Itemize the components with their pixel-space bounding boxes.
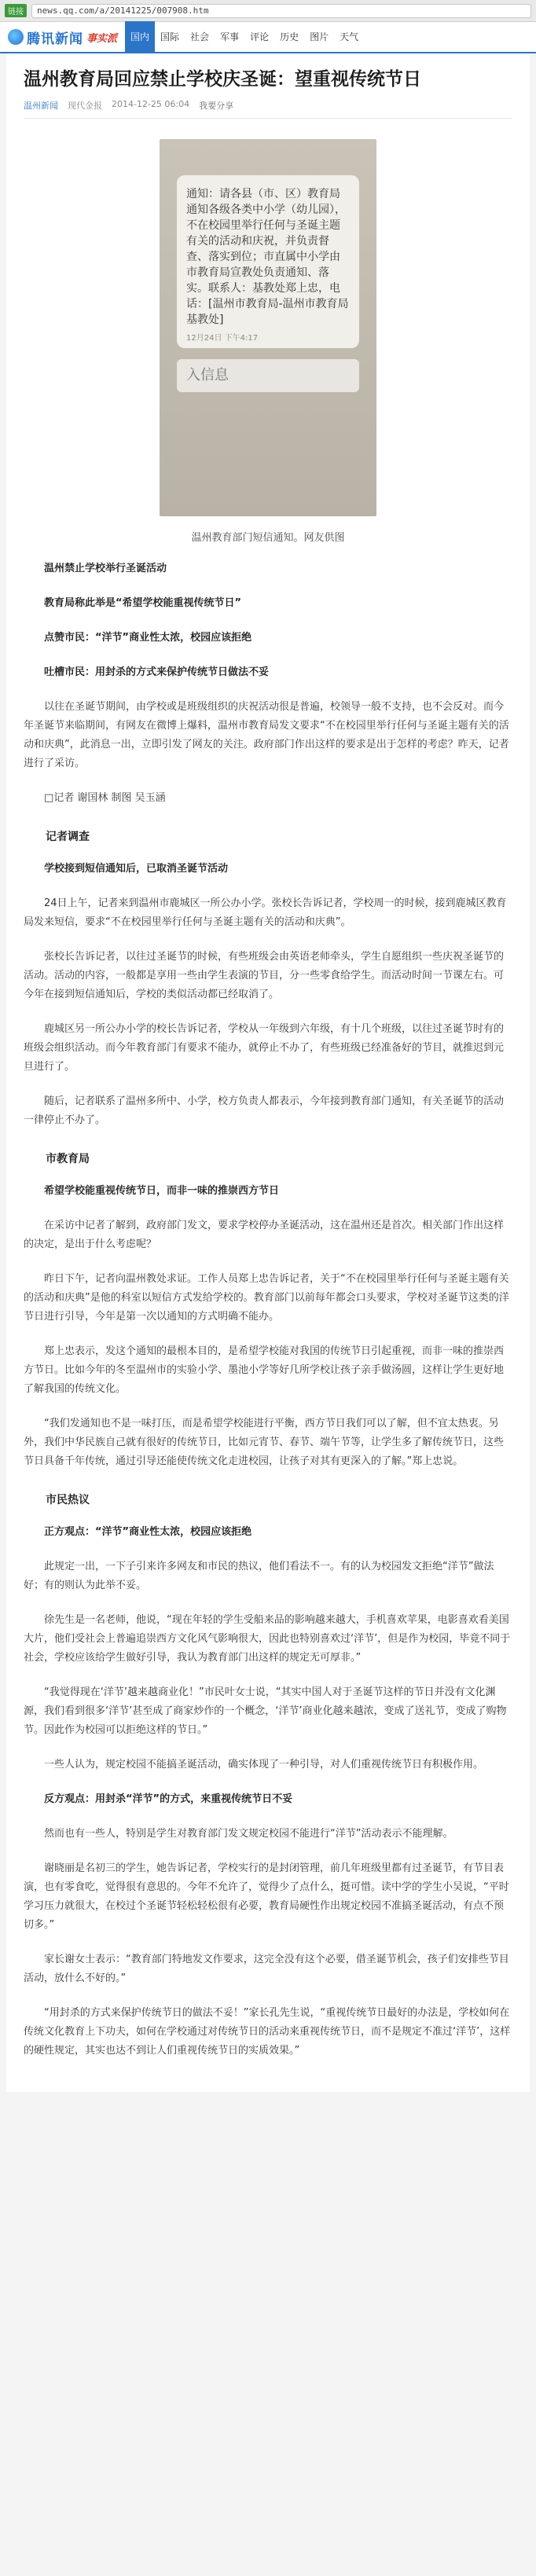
nav-item-domestic[interactable]: 国内 [125,21,155,53]
subheading: 吐槽市民：用封杀的方式来保护传统节日做法不妥 [44,666,270,678]
site-header [0,22,536,53]
paragraph: 然而也有一些人，特别是学生对教育部门发文规定校园不能进行“洋节”活动表示不能理解。 [44,1828,453,1840]
nav-item-society[interactable]: 社会 [190,31,210,42]
logo-subbrand: 事实派 [86,32,118,45]
nav-item-comment[interactable]: 评论 [250,31,270,42]
paragraph: 郑上忠表示，发这个通知的最根本目的，是希望学校能对我国的传统节日引起重视，而非一味的推崇西方节日。比如今年的冬至温州市的实验小学、墨池小学等好几所学校让孩子亲手做汤圆，这样让学生更好地了解我国的传统文化。 [24,1345,505,1395]
paragraph: 谢晓丽是名初三的学生，她告诉记者，学校实行的是封闭管理，前几年班级里都有过圣诞节，有节目表演，也有零食吃，觉得很有意思的。今年不允许了，觉得少了点什么，挺可惜。读中学的学生小吴说，“平时学习压力就很大，在校过个圣诞节轻松轻松很有必要，教育局硬性作出规定校园不准搞圣诞活动，有点不预切多。” [24,1862,509,1931]
paragraph: 一些人认为，规定校园不能搞圣诞活动，确实体现了一种引导，对人们重视传统节日有积极作用。 [44,1759,484,1771]
phone-photo [160,139,376,516]
paragraph: “用封杀的方式来保护传统节日的做法不妥！”家长孔先生说，“重视传统节日最好的办法是，学校如何在传统文化教育上下功夫，如何在学校通过对传统节日的活动来重视传统节日，而不是规定不准过‘洋节’，这样的硬性规定，其实也达不到让人们重视传统节日的实质效果。” [24,2007,511,2057]
channel-link[interactable]: 温州新闻 [24,101,58,111]
photo-caption: 温州教育部门短信通知。网友供图 [191,532,345,544]
section-heading: 市教育局 [46,1153,90,1165]
paragraph: 以往在圣诞节期间，由学校或是班级组织的庆祝活动很是普遍，校领导一般不支持，也不会反对。而今年圣诞节来临期间，有网友在微博上爆料，温州市教育局发文要求“不在校园里举行任何与圣诞主题有关的活动和庆典”，此消息一出，立即引发了网友的关注。政府部门作出这样的要求是出于怎样的考虑？昨天，记者进行了采访。 [24,701,509,769]
subheading: 点赞市民：“洋节”商业性太浓，校园应该拒绝 [44,632,252,644]
subheading: 教育局称此举是“希望学校能重视传统节日” [44,597,242,609]
paragraph: 张校长告诉记者，以往过圣诞节的时候，有些班级会由英语老师牵头，学生自愿组织一些庆祝圣诞节的活动。活动的内容，一般都是享用一些由学生表演的节目，分一些零食给学生。而活动时间一节课左右。可今年在接到短信通知后，学校的类似活动都已经取消了。 [24,951,505,1000]
article-meta [24,99,512,119]
article-body [24,560,512,2060]
paragraph: 随后，记者联系了温州多所中、小学，校方负责人都表示，今年接到教育部门通知，有关圣诞节的活动一律停止不办了。 [24,1095,505,1126]
paragraph: 徐先生是一名老师，他说，“现在年轻的学生受船来品的影响越来越大，手机喜欢苹果，电影喜欢看美国大片，他们受社会上普遍追崇西方文化风气影响很大，因此也特别喜欢过‘洋节’，但是作为校园，毕竟不同于社会，学校应该给学生做好引导，我认为教育部门出这样的规定无可厚非。” [24,1614,511,1664]
paragraph: “我们发通知也不是一味打压，而是希望学校能进行平衡，西方节日我们可以了解，但不宜太热衷。另外，我们中华民族自己就有很好的传统节日，比如元宵节、春节、端午节等，让学生多了解传统节日，这些节日具备千年传统，通过引导还能使传统文化走进校园，让孩子对其有更深入的了解。”郑上忠说。 [24,1418,505,1467]
subheading: 反方观点：用封杀“洋节”的方式，来重视传统节日不妥 [44,1793,293,1805]
nav-item-military[interactable]: 军事 [220,31,240,42]
browser-toolbar [0,0,536,22]
sms-text: 通知：请各县（市、区）教育局通知各级各类中小学（幼儿园），不在校园里举行任何与圣诞主题有关的活动和庆祝，并负责督查、落实到位；市直属中小学由市教育局宣教处负责通知、落实。联系人：基教处郑上忠，电话：[温州市教育局-温州市教育局基教处] [186,188,349,326]
address-bar[interactable]: news.qq.com/a/20141225/007908.htm [31,4,531,18]
paragraph: 此规定一出，一下子引来许多网友和市民的热议，他们看法不一。有的认为校园发文拒绝“洋节”做法好；有的则认为此举不妥。 [24,1561,494,1591]
nav-item-international[interactable]: 国际 [160,31,180,42]
subheading: 希望学校能重视传统节日，而非一味的推崇西方节日 [44,1185,280,1197]
article-title: 温州教育局回应禁止学校庆圣诞：望重视传统节日 [24,69,421,90]
paragraph: 在采访中记者了解到，政府部门发文，要求学校停办圣诞活动，这在温州还是首次。相关部门作出这样的决定，是出于什么考虑呢？ [24,1220,505,1250]
logo-text: 腾讯新闻 [27,31,83,47]
main-nav [125,22,364,52]
site-logo[interactable] [8,28,117,47]
paragraph: 24日上午，记者来到温州市鹿城区一所公办小学。张校长告诉记者，学校周一的时候，接到鹿城区教育局发来短信，要求“不在校园里举行任何与圣诞主题有关的活动和庆典”。 [24,897,507,928]
subheading: 正方观点：“洋节”商业性太浓，校园应该拒绝 [44,1526,252,1538]
paragraph: “我觉得现在‘洋节’越来越商业化！”市民叶女士说，“其实中国人对于圣诞节这样的节日并没有文化渊源，我们看到很多‘洋节’甚至成了商家炒作的一个概念，‘洋节’商业化越来越浓，变成了送礼节，变成了购物节。因此作为校园可以拒绝这样的节日。” [24,1686,507,1736]
nav-item-history[interactable]: 历史 [280,31,299,42]
paragraph: □记者 谢国林 制图 吴玉涵 [44,792,166,804]
sms-bubble [177,175,359,348]
paragraph: 家长谢女士表示：“教育部门特地发文作要求，这完全没有这个必要，借圣诞节机会，孩子们安排些节目活动，放什么不好的。” [24,1954,509,1984]
sms-time: 12月24日 下午4:17 [186,334,259,343]
publish-time: 2014-12-25 06:04 [112,99,190,109]
section-heading: 记者调查 [46,831,90,843]
source-label: 现代金报 [68,101,102,111]
section-heading: 市民热议 [46,1494,90,1506]
nav-item-photos[interactable]: 图片 [310,31,329,42]
qq-logo-icon [8,29,24,45]
sms-input-hint: 入信息 [177,359,359,392]
share-button[interactable]: 我要分享 [199,101,234,111]
article-photo [24,139,512,516]
subheading: 温州禁止学校举行圣诞活动 [44,563,167,574]
paragraph: 鹿城区另一所公办小学的校长告诉记者，学校从一年级到六年级，有十几个班级，以往过圣诞节时有的班级会组织活动。而今年教育部门有要求不能办，就停止不办了，有些班级已经准备好的节目，就推迟到元旦进行了。 [24,1023,505,1073]
nav-item-weather[interactable]: 天气 [340,31,359,42]
security-badge: 链接 [5,4,27,17]
paragraph: 昨日下午，记者向温州教处求证。工作人员郑上忠告诉记者，关于“不在校园里举行任何与圣诞主题有关的活动和庆典”是他的科室以短信方式发给学校的。教育部门以前每年都会口头要求，学校对圣诞节这类的洋节日进行引导，今年是第一次以通知的方式明确不能办。 [24,1273,509,1323]
subheading: 学校接到短信通知后，已取消圣诞节活动 [44,863,229,875]
article-page [6,53,530,2092]
